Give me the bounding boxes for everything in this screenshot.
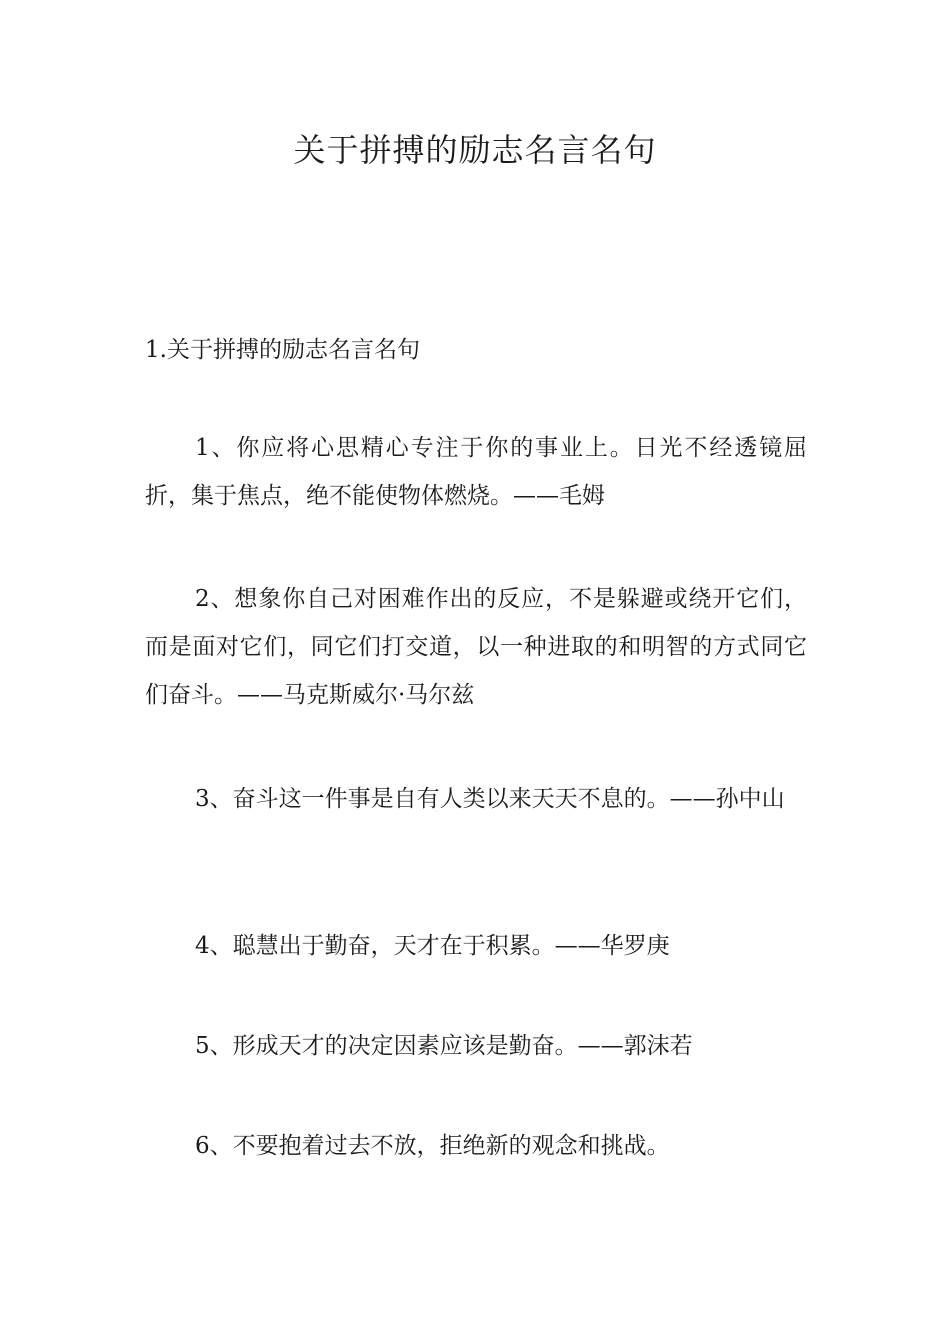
document-title: 关于拼搏的励志名言名句 — [293, 131, 657, 169]
section-heading: 1.关于拼搏的励志名言名句 — [145, 337, 420, 363]
quote-5: 5、形成天才的决定因素应该是勤奋。——郭沫若 — [195, 1033, 693, 1059]
quote-1: 1、你应将心思精心专注于你的事业上。日光不经透镜屈折，集于焦点，绝不能使物体燃烧。——毛姆 — [145, 435, 807, 509]
quote-2: 2、想象你自己对困难作出的反应，不是躲避或绕开它们，而是面对它们，同它们打交道，以一种进取的和明智的方式同它们奋斗。——马克斯威尔·马尔兹 — [145, 586, 807, 708]
quote-6: 6、不要抱着过去不放，拒绝新的观念和挑战。 — [195, 1133, 670, 1159]
quote-4: 4、聪慧出于勤奋，天才在于积累。——华罗庚 — [195, 933, 670, 959]
quote-3: 3、奋斗这一件事是自有人类以来天天不息的。——孙中山 — [195, 786, 785, 812]
